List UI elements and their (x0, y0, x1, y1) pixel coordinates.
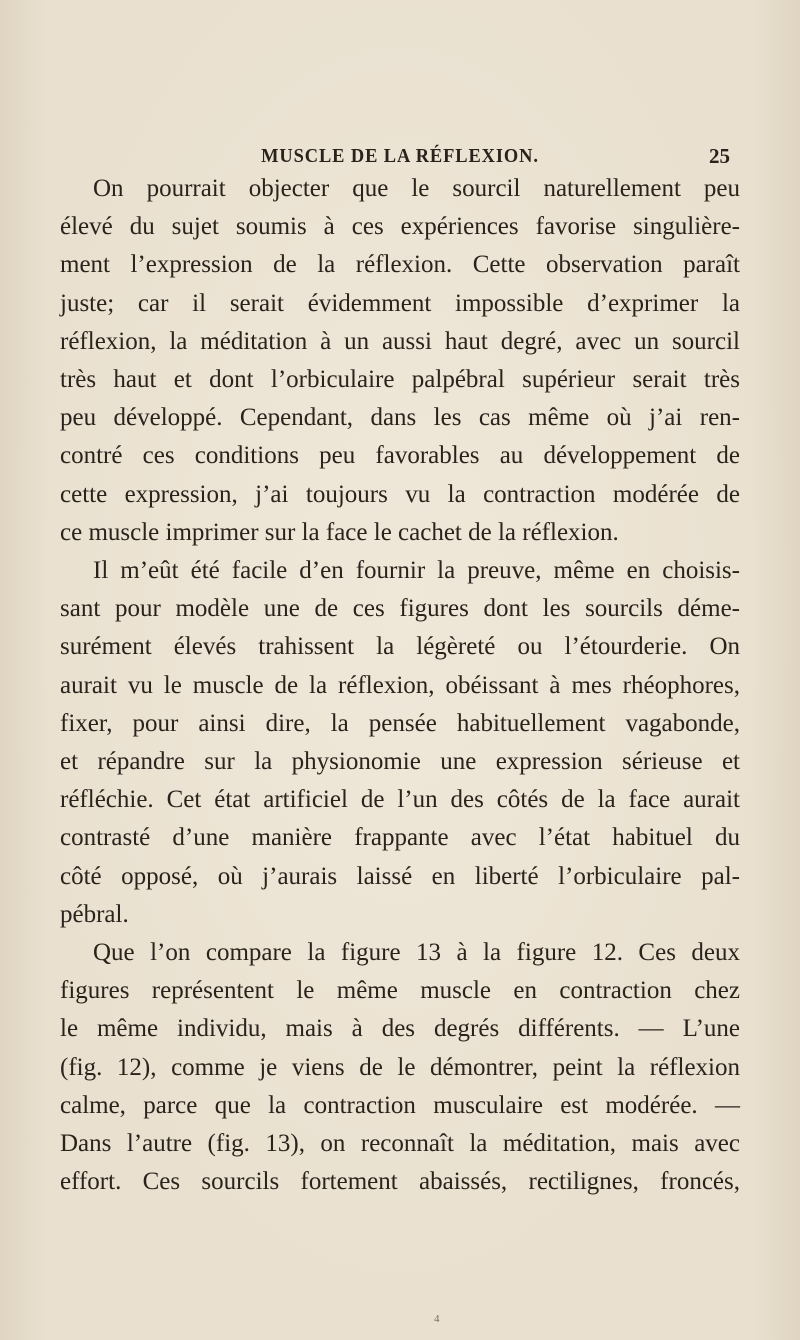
text-line: élevé du sujet soumis à ces expériences favorise singulière- (60, 213, 740, 241)
text-line: côté opposé, où j’aurais laissé en liberté l’orbiculaire pal- (60, 862, 740, 890)
text-line: surément élevés trahissent la légèreté ou l’étourderie. On (60, 633, 740, 661)
text-line: contré ces conditions peu favorables au développement de (60, 442, 740, 470)
text-line: figures représentent le même muscle en contraction chez (60, 977, 740, 1005)
text-line: sant pour modèle une de ces figures dont les sourcils déme- (60, 595, 740, 623)
page-number: 25 (709, 144, 730, 168)
text-line: réfléchie. Cet état artificiel de l’un des côtés de la face aurait (60, 786, 740, 814)
text-line: contrasté d’une manière frappante avec l’état habituel du (60, 824, 740, 852)
text-line: On pourrait objecter que le sourcil naturellement peu (93, 175, 740, 202)
text-line: Que l’on compare la figure 13 à la figure 12. Ces deux (93, 939, 740, 967)
text-line: peu développé. Cependant, dans les cas même où j’ai ren- (60, 404, 740, 432)
text-line: Il m’eût été facile d’en fournir la preuve, même en choisis- (93, 557, 740, 585)
text-line: et répandre sur la physionomie une expression sérieuse et (60, 748, 740, 776)
text-line: ment l’expression de la réflexion. Cette observation paraît (60, 251, 740, 279)
text-line: réflexion, la méditation à un aussi haut degré, avec un sourcil (60, 327, 740, 355)
text-line: aurait vu le muscle de la réflexion, obéissant à mes rhéophores, (60, 671, 740, 699)
text-line: Dans l’autre (fig. 13), on reconnaît la méditation, mais avec (60, 1130, 740, 1158)
text-line: cette expression, j’ai toujours vu la contraction modérée de (60, 480, 740, 508)
text-line: fixer, pour ainsi dire, la pensée habituellement vagabonde, (60, 709, 740, 737)
text-line: (fig. 12), comme je viens de le démontrer, peint la réflexion (60, 1053, 740, 1081)
text-line: ce muscle imprimer sur la face le cachet de la réflexion. (60, 518, 619, 546)
text-line: pébral. (60, 900, 129, 928)
text-line: juste; car il serait évidemment impossible d’exprimer la (60, 289, 740, 317)
text-line: le même individu, mais à des degrés différents. — L’une (60, 1015, 740, 1043)
text-line: très haut et dont l’orbiculaire palpébral supérieur serait très (60, 366, 740, 394)
text-line: calme, parce que la contraction musculaire est modérée. — (60, 1091, 740, 1119)
text-line: effort. Ces sourcils fortement abaissés, rectilignes, froncés, (60, 1168, 740, 1196)
signature-mark: 4 (434, 1313, 440, 1325)
body-text (60, 170, 740, 1201)
running-title: MUSCLE DE LA RÉFLEXION. (261, 145, 539, 167)
